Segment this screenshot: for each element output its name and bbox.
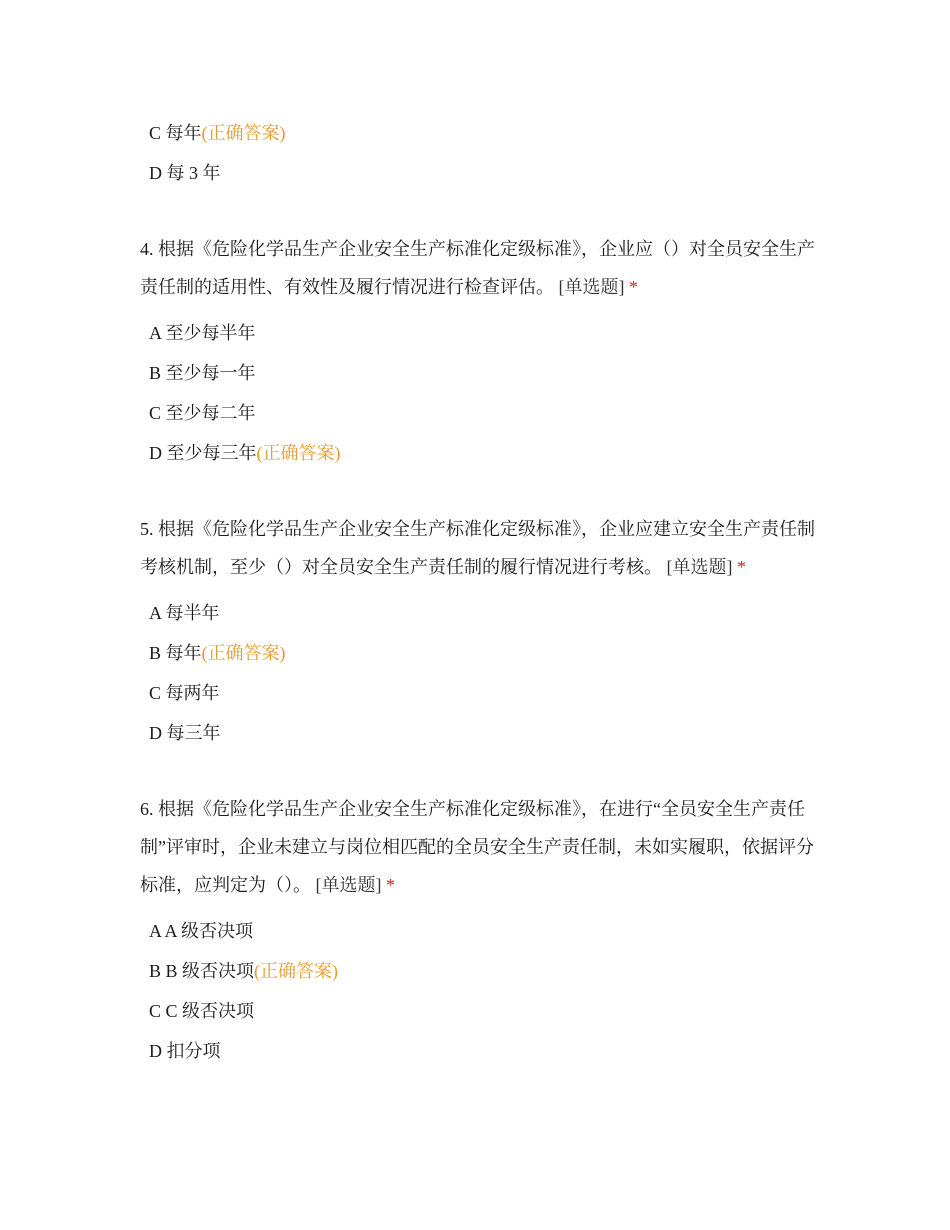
- correct-answer-note: (正确答案): [201, 643, 286, 663]
- q6-option-b: [149, 959, 338, 983]
- q6-option-d: [149, 1039, 221, 1063]
- option-text: D 每 3 年: [149, 163, 221, 183]
- q5-option-a: [149, 601, 220, 625]
- question-6: [140, 790, 820, 904]
- question-4: [140, 230, 820, 306]
- option-text: A A 级否决项: [149, 921, 254, 941]
- q5-option-c: [149, 681, 220, 705]
- q4-option-d: [149, 441, 341, 465]
- option-text: A 每半年: [149, 603, 220, 623]
- q5-option-b: [149, 641, 286, 665]
- option-text: D 扣分项: [149, 1041, 221, 1061]
- required-mark: *: [381, 875, 395, 895]
- question-text: 4. 根据《危险化学品生产企业安全生产标准化定级标准》，企业应（）对全员安全生产责任制的适用性、有效性及履行情况进行检查评估。: [140, 239, 815, 297]
- option-text: D 每三年: [149, 723, 221, 743]
- question-type-tag: [单选题]: [662, 557, 733, 577]
- option-text: C 每两年: [149, 683, 220, 703]
- option-text: A 至少每半年: [149, 323, 256, 343]
- question-text: 6. 根据《危险化学品生产企业安全生产标准化定级标准》，在进行“全员安全生产责任制”评审时，企业未建立与岗位相匹配的全员安全生产责任制，未如实履职，依据评分标准，应判定为（）。: [140, 799, 814, 895]
- question-text: 5. 根据《危险化学品生产企业安全生产标准化定级标准》，企业应建立安全生产责任制考核机制，至少（）对全员安全生产责任制的履行情况进行考核。: [140, 519, 815, 577]
- option-text: B 每年: [149, 643, 202, 663]
- correct-answer-note: (正确答案): [256, 443, 341, 463]
- option-text: B 至少每一年: [149, 363, 256, 383]
- q4-option-a: [149, 321, 256, 345]
- question-type-tag: [单选题]: [311, 875, 382, 895]
- q6-option-c: [149, 999, 254, 1023]
- q3-option-d: [149, 161, 221, 185]
- correct-answer-note: (正确答案): [254, 961, 339, 981]
- option-text: D 至少每三年: [149, 443, 257, 463]
- required-mark: *: [732, 557, 746, 577]
- question-type-tag: [单选题]: [554, 277, 625, 297]
- question-5: [140, 510, 820, 586]
- q4-option-c: [149, 401, 256, 425]
- correct-answer-note: (正确答案): [201, 123, 286, 143]
- option-text: C 至少每二年: [149, 403, 256, 423]
- option-text: C C 级否决项: [149, 1001, 255, 1021]
- q3-option-c: [149, 121, 286, 145]
- q4-option-b: [149, 361, 256, 385]
- required-mark: *: [624, 277, 638, 297]
- option-text: B B 级否决项: [149, 961, 255, 981]
- q5-option-d: [149, 721, 221, 745]
- option-text: C 每年: [149, 123, 202, 143]
- q6-option-a: [149, 919, 253, 943]
